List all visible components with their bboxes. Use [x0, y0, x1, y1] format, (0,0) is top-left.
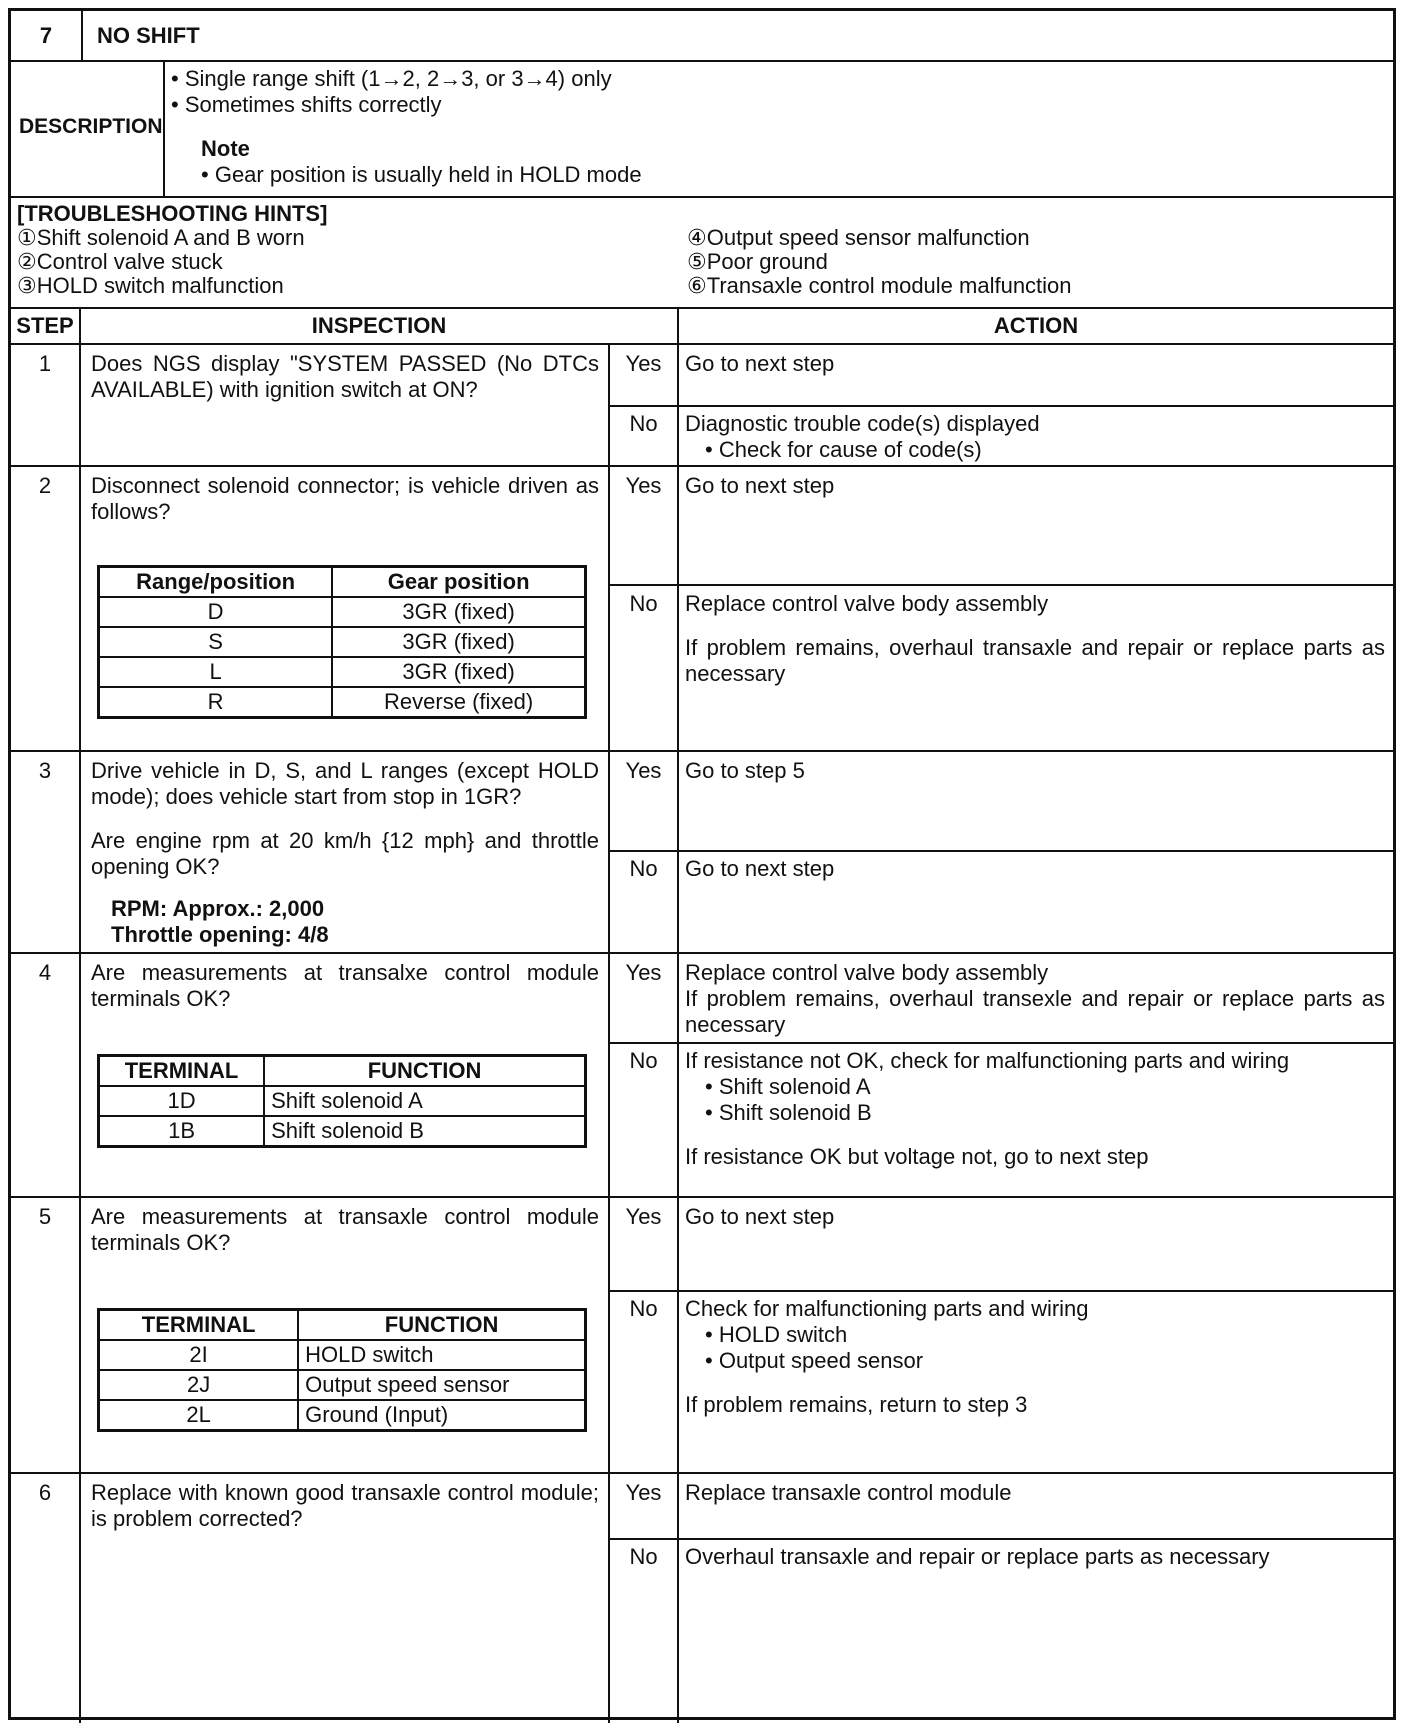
no-label: No — [629, 1544, 658, 1569]
table-cell: D — [99, 597, 333, 627]
step-number: 6 — [38, 1480, 52, 1505]
table-row — [99, 1086, 586, 1116]
yes-action: Go to next step — [685, 1204, 835, 1229]
troubleshooting-sheet — [8, 8, 1396, 1720]
step-inspection: Does NGS display "SYSTEM PASSED (No DTCs AVAILABLE) with ignition switch at ON? — [91, 351, 599, 402]
no-action-text: If problem remains, return to step 3 — [685, 1392, 1028, 1417]
table-row — [99, 1340, 586, 1370]
table-cell: HOLD switch — [298, 1340, 585, 1370]
yes-action: Go to next step — [685, 351, 835, 376]
inspection-text: Are engine rpm at 20 km/h {12 mph} and throttle opening OK? — [91, 828, 599, 879]
hints-row — [11, 198, 1393, 309]
yes-label: Yes — [625, 1480, 662, 1505]
step-row-5 — [11, 1198, 1393, 1474]
hints-left — [17, 202, 677, 298]
yes-label: Yes — [625, 1204, 662, 1229]
step-inspection: Are measurements at transaxle control module terminals OK? — [91, 1204, 599, 1255]
no-action-text: Diagnostic trouble code(s) displayed — [685, 411, 1040, 436]
no-action-bullet: • HOLD switch — [705, 1322, 1385, 1348]
table-header: TERMINAL — [99, 1310, 299, 1341]
step-row-4 — [11, 954, 1393, 1198]
hint-item: ④Output speed sensor malfunction — [687, 225, 1030, 250]
table-header: FUNCTION — [264, 1056, 585, 1087]
table-row — [99, 597, 586, 627]
range-gear-table — [97, 565, 587, 719]
description-item: • Sometimes shifts correctly — [171, 92, 642, 118]
table-cell: Ground (Input) — [298, 1400, 585, 1431]
description-item: • Single range shift (1→2, 2→3, or 3→4) only — [171, 66, 642, 92]
no-action-text: If problem remains, overhaul transaxle and repair or replace parts as necessary — [685, 635, 1385, 686]
step-number: 2 — [38, 473, 52, 498]
terminal-table — [97, 1054, 587, 1148]
no-action — [685, 591, 1385, 687]
step-inspection: Replace with known good transaxle control module; is problem corrected? — [91, 1480, 599, 1531]
col-inspection: INSPECTION — [311, 313, 447, 338]
table-cell: R — [99, 687, 333, 718]
header-number: 7 — [39, 23, 53, 48]
column-header-row — [11, 309, 1393, 345]
hint-item: ①Shift solenoid A and B worn — [17, 225, 305, 250]
header-row — [11, 11, 1393, 62]
description-label: DESCRIPTION — [19, 115, 163, 138]
step-inspection — [91, 758, 599, 948]
yes-label: Yes — [625, 758, 662, 783]
note-item: • Gear position is usually held in HOLD mode — [201, 162, 642, 188]
table-row — [99, 657, 586, 687]
yes-label: Yes — [625, 960, 662, 985]
no-action-bullet: • Shift solenoid A — [705, 1074, 1385, 1100]
terminal-table — [97, 1308, 587, 1432]
no-action: Overhaul transaxle and repair or replace parts as necessary — [685, 1544, 1270, 1569]
step-number: 3 — [38, 758, 52, 783]
spec-value: RPM: Approx.: 2,000 — [111, 896, 325, 921]
step-number: 5 — [38, 1204, 52, 1229]
no-action-bullet: • Output speed sensor — [705, 1348, 1385, 1374]
no-action-text: Check for malfunctioning parts and wiring — [685, 1296, 1089, 1321]
yes-action: Go to step 5 — [685, 758, 805, 783]
table-cell: 3GR (fixed) — [332, 627, 585, 657]
table-cell: 2L — [99, 1400, 299, 1431]
table-row — [99, 1370, 586, 1400]
no-action-text: If resistance OK but voltage not, go to next step — [685, 1144, 1149, 1169]
no-action — [685, 411, 1040, 463]
yes-action — [685, 960, 1385, 1038]
yes-action: Replace transaxle control module — [685, 1480, 1012, 1505]
step-row-1 — [11, 345, 1393, 467]
table-header: Range/position — [99, 567, 333, 598]
description-row — [11, 62, 1393, 198]
table-cell: Reverse (fixed) — [332, 687, 585, 718]
no-action-text: If resistance not OK, check for malfunctioning parts and wiring — [685, 1048, 1290, 1073]
step-row-6 — [11, 1474, 1393, 1723]
step-inspection: Are measurements at transalxe control module terminals OK? — [91, 960, 599, 1011]
table-cell: 2I — [99, 1340, 299, 1370]
no-action: Go to next step — [685, 856, 835, 881]
table-cell: L — [99, 657, 333, 687]
yes-label: Yes — [625, 473, 662, 498]
table-cell: 1D — [99, 1086, 265, 1116]
yes-action-text: Replace control valve body assembly — [685, 960, 1049, 985]
no-label: No — [629, 1048, 658, 1073]
hint-item: ③HOLD switch malfunction — [17, 273, 284, 298]
no-action — [685, 1296, 1385, 1418]
yes-label: Yes — [625, 351, 662, 376]
table-header: TERMINAL — [99, 1056, 265, 1087]
note-label: Note — [201, 136, 250, 161]
yes-action-text: If problem remains, overhaul transexle and repair or replace parts as necessary — [685, 986, 1385, 1037]
no-label: No — [629, 1296, 658, 1321]
table-cell: 3GR (fixed) — [332, 597, 585, 627]
yes-action: Go to next step — [685, 473, 835, 498]
no-action-bullet: • Shift solenoid B — [705, 1100, 1385, 1126]
hint-item: ②Control valve stuck — [17, 249, 223, 274]
hint-item: ⑤Poor ground — [687, 249, 828, 274]
spec-value: Throttle opening: 4/8 — [111, 922, 329, 947]
no-action-text: Replace control valve body assembly — [685, 591, 1049, 616]
hint-item: ⑥Transaxle control module malfunction — [687, 273, 1072, 298]
no-label: No — [629, 591, 658, 616]
step-inspection: Disconnect solenoid connector; is vehicle driven as follows? — [91, 473, 599, 524]
table-header: FUNCTION — [298, 1310, 585, 1341]
table-cell: Output speed sensor — [298, 1370, 585, 1400]
step-number: 4 — [38, 960, 52, 985]
hints-right — [687, 226, 1387, 298]
no-action — [685, 1048, 1385, 1170]
step-number: 1 — [38, 351, 52, 376]
no-label: No — [629, 411, 658, 436]
no-label: No — [629, 856, 658, 881]
table-cell: 1B — [99, 1116, 265, 1147]
table-header: Gear position — [332, 567, 585, 598]
header-title: NO SHIFT — [97, 23, 200, 48]
col-action: ACTION — [993, 313, 1079, 338]
table-cell: S — [99, 627, 333, 657]
inspection-text: Drive vehicle in D, S, and L ranges (except HOLD mode); does vehicle start from stop in 1GR? — [91, 758, 599, 809]
step-row-2 — [11, 467, 1393, 752]
table-cell: Shift solenoid A — [264, 1086, 585, 1116]
step-row-3 — [11, 752, 1393, 954]
no-action-bullet: • Check for cause of code(s) — [705, 437, 1040, 463]
col-step: STEP — [16, 313, 74, 338]
table-row — [99, 627, 586, 657]
table-row — [99, 1116, 586, 1147]
table-cell: 2J — [99, 1370, 299, 1400]
table-row — [99, 1400, 586, 1431]
description-items — [171, 66, 642, 188]
hints-title: [TROUBLESHOOTING HINTS] — [17, 201, 328, 226]
table-cell: 3GR (fixed) — [332, 657, 585, 687]
table-row — [99, 687, 586, 718]
table-cell: Shift solenoid B — [264, 1116, 585, 1147]
